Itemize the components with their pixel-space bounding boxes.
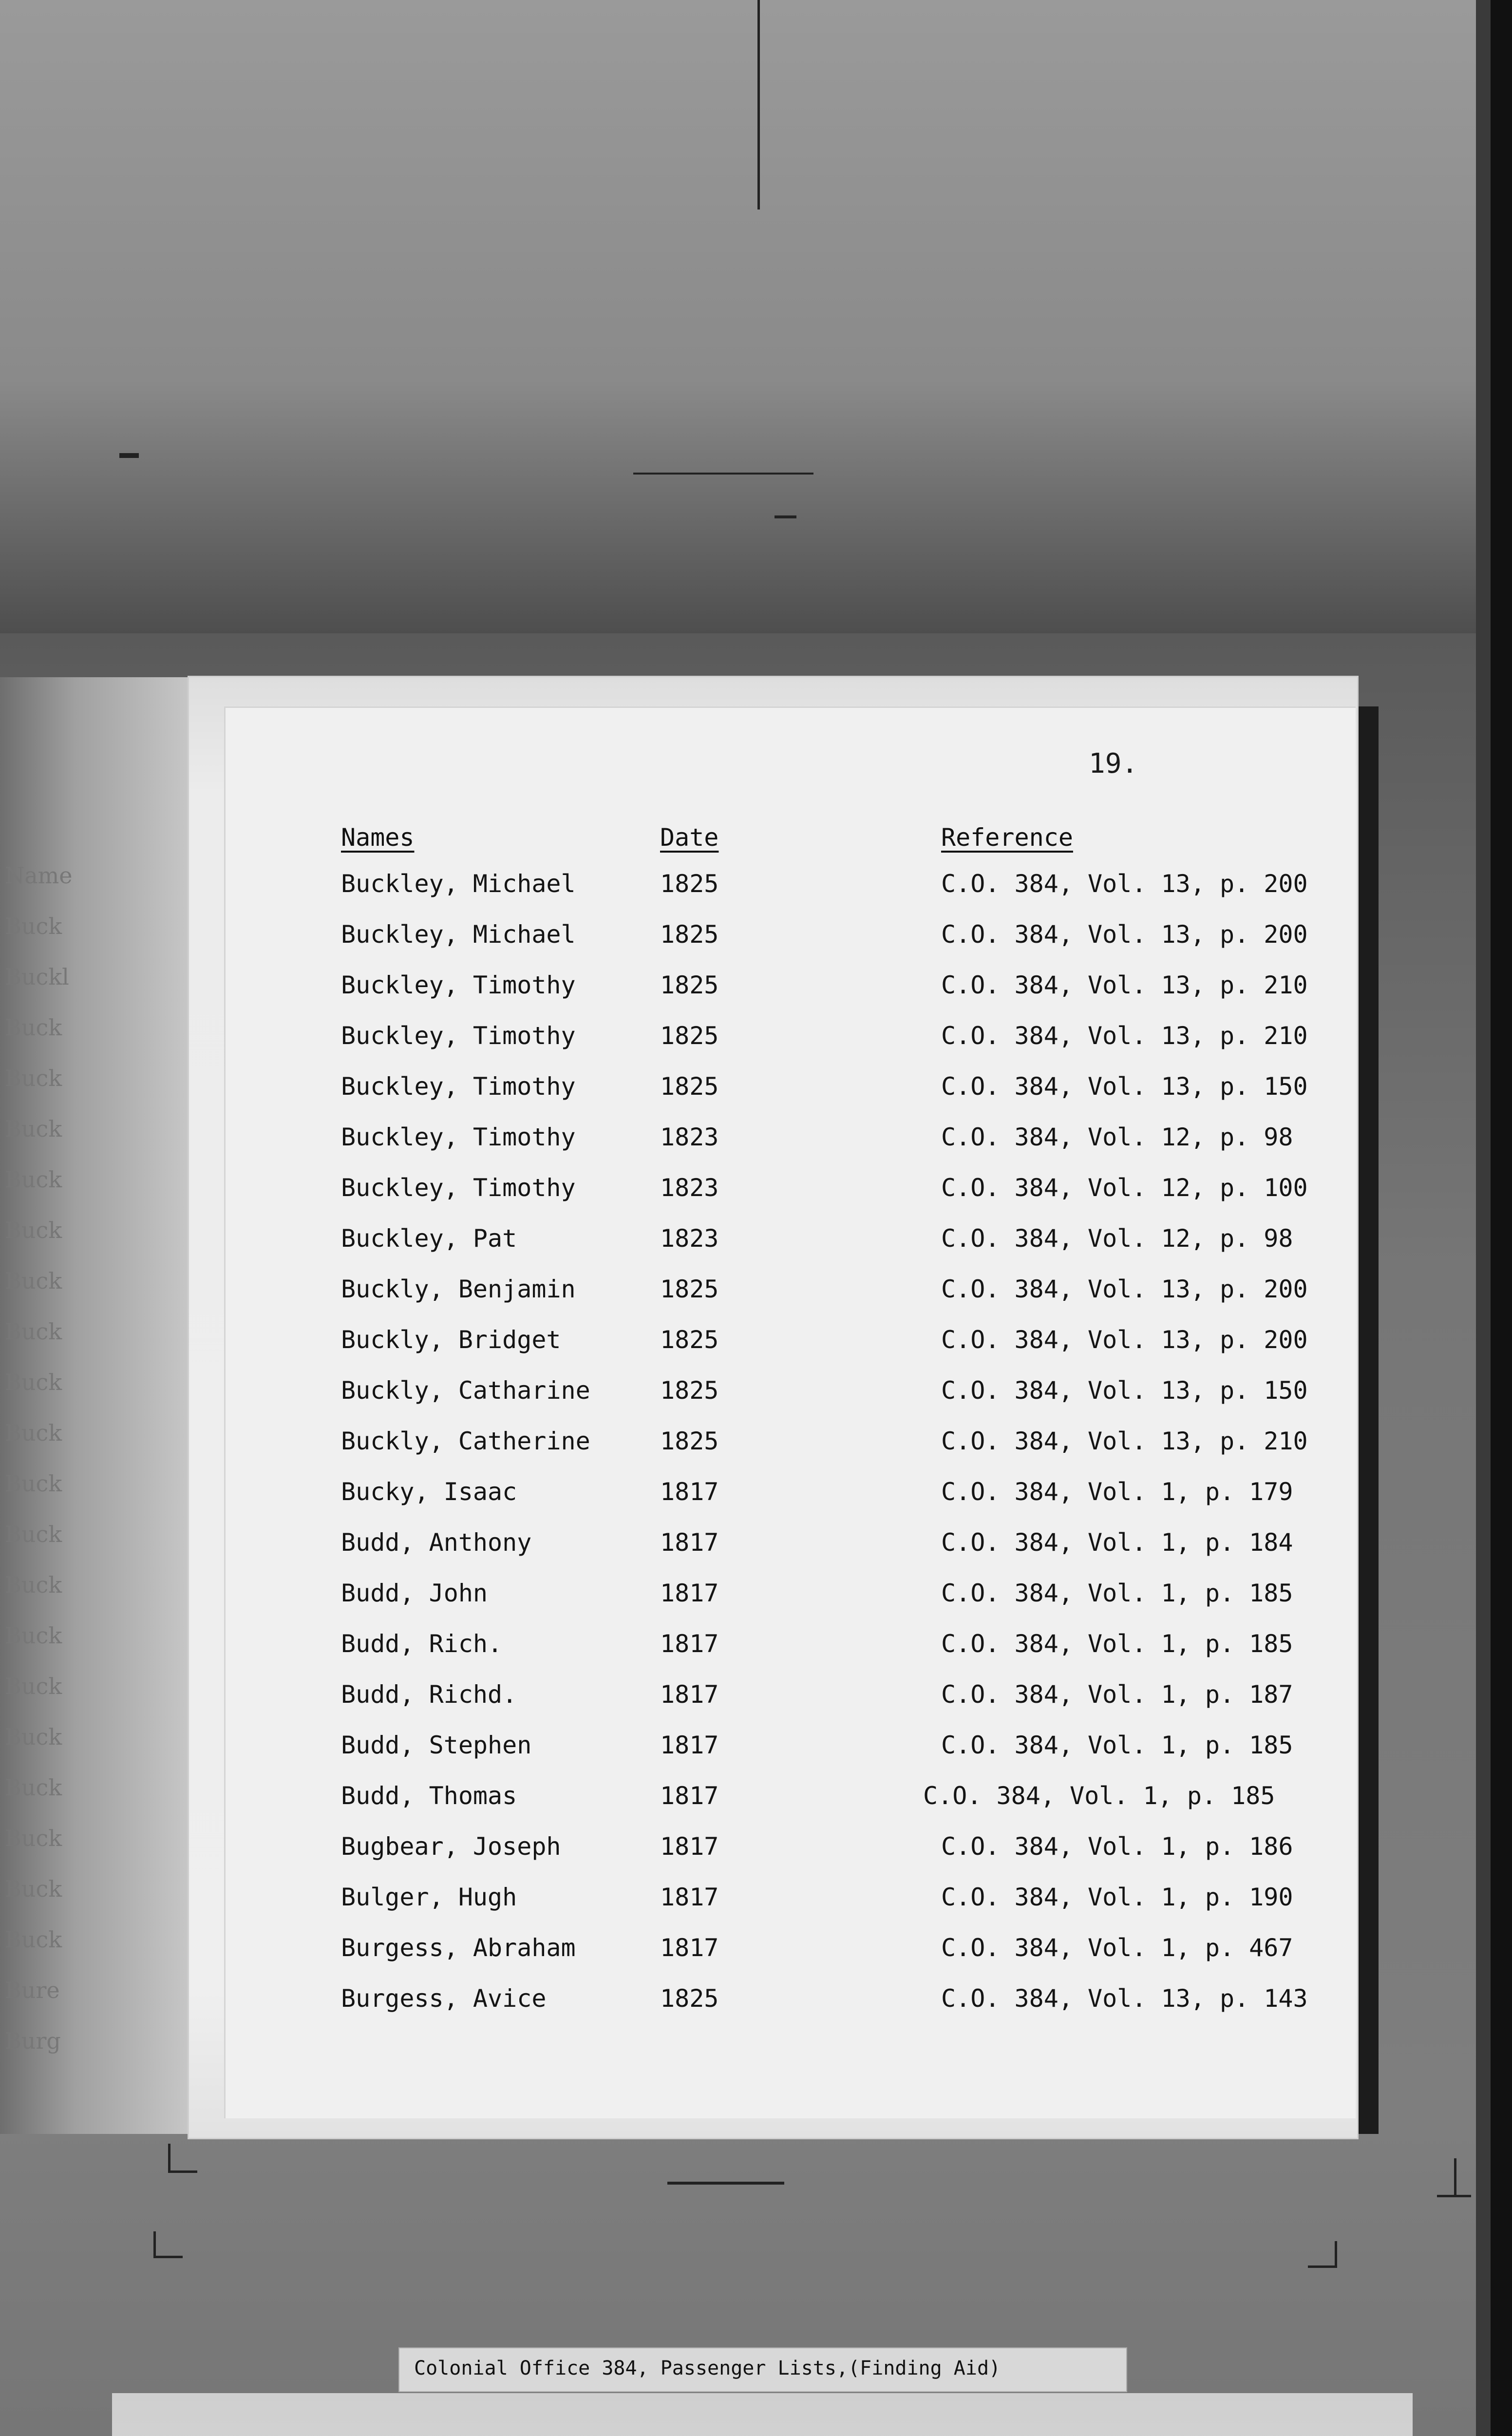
left-page-ghost-text: Buck — [5, 1572, 62, 1598]
entry-name: Buckly, Catherine — [341, 1427, 590, 1455]
entry-row — [0, 1174, 1512, 1222]
entry-date: 1817 — [660, 1630, 719, 1658]
entry-date: 1825 — [660, 1326, 719, 1354]
alignment-mark — [757, 0, 760, 209]
entry-row — [0, 1224, 1512, 1273]
left-page-ghost-text: Buck — [5, 1065, 62, 1091]
left-page-ghost-text: Buck — [5, 1470, 62, 1497]
entry-row — [0, 1326, 1512, 1374]
entry-reference: C.O. 384, Vol. 1, p. 190 — [941, 1883, 1293, 1911]
left-page-ghost-text: Burg — [5, 2028, 61, 2054]
entry-row — [0, 1275, 1512, 1324]
left-page-ghost-text: Buck — [5, 1166, 62, 1193]
entry-date: 1817 — [660, 1579, 719, 1607]
entry-name: Buckley, Timothy — [341, 1123, 576, 1151]
entry-reference: C.O. 384, Vol. 1, p. 179 — [941, 1478, 1293, 1506]
entry-date: 1817 — [660, 1832, 719, 1861]
backdrop-upper — [0, 0, 1512, 633]
entry-date: 1825 — [660, 1072, 719, 1101]
entry-date: 1817 — [660, 1782, 719, 1810]
entry-row — [0, 1528, 1512, 1577]
entry-row — [0, 1022, 1512, 1070]
entry-date: 1817 — [660, 1680, 719, 1709]
entry-row — [0, 1782, 1512, 1830]
left-page-ghost-text: Buck — [5, 1217, 62, 1243]
left-page-ghost-text: Buck — [5, 1116, 62, 1142]
entry-date: 1817 — [660, 1934, 719, 1962]
entry-date: 1825 — [660, 1427, 719, 1455]
entry-name: Buckley, Pat — [341, 1224, 517, 1253]
entry-reference: C.O. 384, Vol. 1, p. 185 — [941, 1731, 1293, 1759]
entry-row — [0, 920, 1512, 969]
left-page-ghost-text: Buck — [5, 1876, 62, 1902]
entry-row — [0, 1072, 1512, 1121]
left-page-ghost-text: Buck — [5, 1014, 62, 1041]
entry-name: Budd, Richd. — [341, 1680, 517, 1709]
left-page-ghost-text: Buck — [5, 1724, 62, 1750]
entry-name: Budd, Anthony — [341, 1528, 532, 1557]
left-page-ghost-text: Buck — [5, 1825, 62, 1851]
entry-row — [0, 1984, 1512, 2033]
alignment-mark — [667, 2182, 784, 2185]
entry-name: Bugbear, Joseph — [341, 1832, 561, 1861]
entry-name: Buckley, Timothy — [341, 1022, 576, 1050]
entry-reference: C.O. 384, Vol. 13, p. 200 — [941, 920, 1308, 949]
entry-date: 1825 — [660, 920, 719, 949]
entry-row — [0, 1478, 1512, 1526]
entry-reference: C.O. 384, Vol. 13, p. 143 — [941, 1984, 1308, 2013]
entry-date: 1825 — [660, 1984, 719, 2013]
entry-row — [0, 870, 1512, 918]
left-page-ghost-text: Buck — [5, 1673, 62, 1699]
alignment-mark — [633, 473, 813, 475]
page-number: 19. — [1089, 748, 1138, 780]
entry-reference: C.O. 384, Vol. 13, p. 210 — [941, 971, 1308, 999]
entry-date: 1825 — [660, 1022, 719, 1050]
corner-mark — [153, 2231, 156, 2258]
entry-reference: C.O. 384, Vol. 1, p. 187 — [941, 1680, 1293, 1709]
entry-name: Burgess, Abraham — [341, 1934, 576, 1962]
entry-row — [0, 1832, 1512, 1881]
entry-reference: C.O. 384, Vol. 1, p. 184 — [941, 1528, 1293, 1557]
corner-mark — [1308, 2265, 1337, 2268]
entry-date: 1823 — [660, 1224, 719, 1253]
entry-name: Buckley, Michael — [341, 920, 576, 949]
entry-name: Buckley, Timothy — [341, 1174, 576, 1202]
left-page-ghost-text: Buck — [5, 1926, 62, 1953]
entry-row — [0, 1731, 1512, 1780]
entry-name: Budd, Stephen — [341, 1731, 532, 1759]
corner-mark — [153, 2256, 183, 2258]
entry-name: Buckly, Bridget — [341, 1326, 561, 1354]
entry-date: 1817 — [660, 1528, 719, 1557]
entry-reference: C.O. 384, Vol. 13, p. 210 — [941, 1427, 1308, 1455]
entry-row — [0, 971, 1512, 1020]
entry-date: 1823 — [660, 1174, 719, 1202]
entry-name: Budd, John — [341, 1579, 488, 1607]
entry-name: Buckly, Catharine — [341, 1376, 590, 1405]
entry-reference: C.O. 384, Vol. 1, p. 185 — [923, 1782, 1275, 1810]
header-reference: Reference — [941, 823, 1073, 852]
entry-reference: C.O. 384, Vol. 12, p. 100 — [941, 1174, 1308, 1202]
entry-date: 1817 — [660, 1731, 719, 1759]
entry-row — [0, 1579, 1512, 1628]
left-page-ghost-text: Name — [5, 862, 73, 889]
entry-row — [0, 1123, 1512, 1172]
left-page-ghost-text: Buck — [5, 1622, 62, 1649]
entry-reference: C.O. 384, Vol. 1, p. 185 — [941, 1579, 1293, 1607]
entry-reference: C.O. 384, Vol. 1, p. 467 — [941, 1934, 1293, 1962]
alignment-mark — [775, 515, 796, 518]
left-page-ghost-text: Buckl — [5, 964, 69, 990]
corner-mark — [168, 2144, 170, 2173]
entry-reference: C.O. 384, Vol. 13, p. 210 — [941, 1022, 1308, 1050]
alignment-mark — [119, 453, 139, 458]
corner-mark — [168, 2170, 197, 2173]
left-page-ghost-text: Bure — [5, 1977, 60, 2003]
entry-row — [0, 1376, 1512, 1425]
corner-mark — [1454, 2158, 1456, 2197]
corner-mark — [1335, 2241, 1337, 2268]
left-page-ghost-text: Buck — [5, 1318, 62, 1345]
entry-reference: C.O. 384, Vol. 13, p. 150 — [941, 1072, 1308, 1101]
entry-name: Buckley, Timothy — [341, 971, 576, 999]
caption-text: Colonial Office 384, Passenger Lists,(Finding Aid) — [414, 2357, 1001, 2379]
entry-reference: C.O. 384, Vol. 12, p. 98 — [941, 1123, 1293, 1151]
left-page-ghost-text: Buck — [5, 1369, 62, 1395]
entry-reference: C.O. 384, Vol. 13, p. 200 — [941, 1326, 1308, 1354]
entry-name: Buckly, Benjamin — [341, 1275, 576, 1303]
entry-name: Budd, Rich. — [341, 1630, 503, 1658]
entry-row — [0, 1680, 1512, 1729]
entry-reference: C.O. 384, Vol. 12, p. 98 — [941, 1224, 1293, 1253]
entry-name: Bulger, Hugh — [341, 1883, 517, 1911]
entry-reference: C.O. 384, Vol. 13, p. 200 — [941, 870, 1308, 898]
entry-name: Budd, Thomas — [341, 1782, 517, 1810]
header-names: Names — [341, 823, 415, 852]
left-page-ghost-text: Buck — [5, 1521, 62, 1547]
header-date: Date — [660, 823, 719, 852]
left-page-ghost-text: Buck — [5, 1774, 62, 1801]
left-page-ghost-text: Buck — [5, 913, 62, 939]
entry-date: 1825 — [660, 1275, 719, 1303]
entry-date: 1825 — [660, 870, 719, 898]
entry-name: Buckley, Michael — [341, 870, 576, 898]
corner-mark — [1437, 2195, 1471, 2197]
archives-stamp — [112, 2393, 1413, 2436]
entry-name: Burgess, Avice — [341, 1984, 547, 2013]
entry-date: 1825 — [660, 971, 719, 999]
entry-date: 1817 — [660, 1883, 719, 1911]
entry-name: Buckley, Timothy — [341, 1072, 576, 1101]
entry-reference: C.O. 384, Vol. 13, p. 200 — [941, 1275, 1308, 1303]
entry-row — [0, 1630, 1512, 1678]
entry-date: 1823 — [660, 1123, 719, 1151]
entry-row — [0, 1427, 1512, 1476]
left-page-ghost-text: Buck — [5, 1268, 62, 1294]
entry-date: 1825 — [660, 1376, 719, 1405]
entry-row — [0, 1934, 1512, 1982]
entry-name: Bucky, Isaac — [341, 1478, 517, 1506]
entry-date: 1817 — [660, 1478, 719, 1506]
entry-reference: C.O. 384, Vol. 1, p. 185 — [941, 1630, 1293, 1658]
entry-row — [0, 1883, 1512, 1932]
entry-reference: C.O. 384, Vol. 1, p. 186 — [941, 1832, 1293, 1861]
entry-reference: C.O. 384, Vol. 13, p. 150 — [941, 1376, 1308, 1405]
left-page-ghost-text: Buck — [5, 1420, 62, 1446]
